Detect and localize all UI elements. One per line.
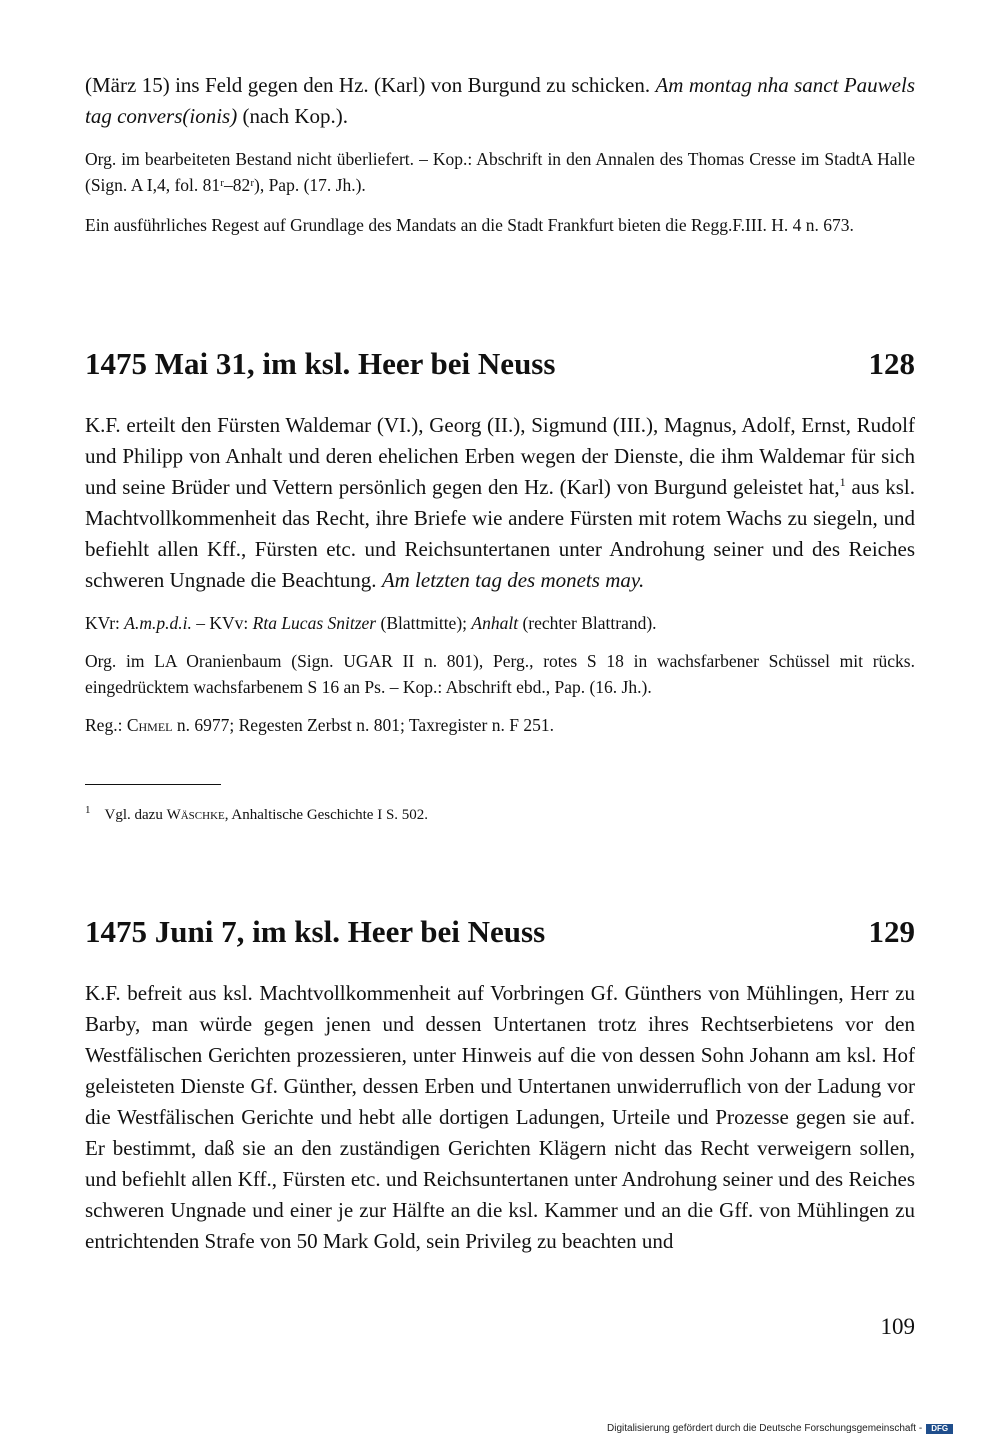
entry-128-dating-clause: Am letzten tag des monets may. [381, 568, 645, 592]
regest-reference-note: Ein ausführliches Regest auf Grundlage des Mandats an die Stadt Frankfurt bieten die Regg.F.III. H. 4 n. 673. [85, 215, 854, 235]
reg-label: Reg.: [85, 715, 127, 735]
entry-128-date-place: 1475 Mai 31, im ksl. Heer bei Neuss [85, 346, 556, 381]
footnote-separator [85, 784, 221, 785]
quoted-date-italic: Am montag nha sanct Pauwels tag convers(ionis) [85, 73, 916, 128]
credit-text: Digitalisierung gefördert durch die Deutsche Forschungsgemeinschaft - [607, 1423, 923, 1434]
entry-128-body-text: K.F. erteilt den Fürsten Waldemar (VI.), Georg (II.), Sigmund (III.), Magnus, Adolf, Ernst, Rudolf und Philipp von Anhalt und deren ehelichen Erben wegen der Dienste, die ihm Waldemar für sich und seine Brüder und Vettern persönlich gegen den Hz. (Karl) von Burgund geleistet hat, [85, 413, 915, 499]
page-number: 109 [880, 1314, 915, 1339]
footnote-author: Wäschke [166, 807, 225, 823]
paragraph-text-end: (nach Kop.). [237, 104, 349, 128]
entry-128-body-text-end: aus ksl. Machtvollkommenheit das Recht, ihre Briefe wie andere Fürsten mit rotem Wachs zu siegeln, und befiehlt allen Kff., Fürsten etc. und Reichsuntertanen unter Androhung seiner und des Reiches schweren Ungnade die Beachtung. [85, 475, 915, 592]
document-page [85, 0, 915, 1439]
original-source-note: Org. im bearbeiteten Bestand nicht überliefert. – Kop.: Abschrift in den Annalen des Thomas Cresse im StadtA Halle (Sign. A I,4, fol. 81ʳ–82ʳ), Pap. (17. Jh.). [85, 149, 915, 195]
kv-position: (Blattmitte); [376, 613, 472, 633]
entry-128-reg-note [85, 712, 915, 738]
footnote-reference-mark: 1 [839, 475, 846, 489]
kv-position: (rechter Blattrand). [518, 613, 657, 633]
entry-129-heading [85, 912, 915, 952]
paragraph-text: (März 15) ins Feld gegen den Hz. (Karl) von Burgund zu schicken. [85, 73, 656, 97]
footnote-text: Vgl. dazu [104, 807, 167, 823]
continued-text-block [85, 70, 915, 238]
entry-128-number: 128 [868, 346, 915, 381]
kv-separator: – KVv: [191, 613, 253, 633]
continued-paragraph [85, 70, 915, 132]
kv-value: Rta Lucas Snitzer [252, 613, 377, 633]
footnote-text-end: , Anhaltische Geschichte I S. 502. [224, 807, 429, 823]
entry-129-number: 129 [868, 914, 915, 949]
entry-129-body: K.F. befreit aus ksl. Machtvollkommenheit auf Vorbringen Gf. Günthers von Mühlingen, Herr zu Barby, man würde gegen jenen und dessen Untertanen trotz ihres Rechtserbietens vor den Westfälischen Gerichten prozessieren, unter Hinweis auf die von dessen Sohn Johann am ksl. Hof geleisteten Dienste Gf. Günther, dessen Erben und Untertanen unwiderruflich von der Ladung vor die Westfälischen Gerichte und hebt alle dortigen Ladungen, Urteile und Prozesse gegen sie auf. Er bestimmt, daß sie an den zuständigen Gerichten Klägern nicht das Recht verweigern sollen, und befiehlt allen Kff., Fürsten etc. und Reichsuntertanen unter Androhung seiner und des Reiches schweren Ungnade und einer je zur Hälfte an die ksl. Kammer und an die Gff. von Mühlingen zu entrichtenden Strafe von 50 Mark Gold, sein Privileg zu beachten und [85, 981, 915, 1253]
footnote-block [85, 804, 915, 826]
kv-value: Anhalt [471, 613, 519, 633]
entry-128-block [85, 410, 915, 738]
entry-129-date-place: 1475 Juni 7, im ksl. Heer bei Neuss [85, 914, 546, 949]
footnote-mark: 1 [85, 804, 91, 816]
entry-128-kv-note [85, 610, 915, 636]
reg-references: n. 6977; Regesten Zerbst n. 801; Taxregister n. F 251. [172, 715, 554, 735]
reg-author: Chmel [126, 715, 173, 735]
entry-128-body [85, 410, 915, 596]
kv-value: A.m.p.d.i. [124, 613, 192, 633]
kv-label: KVr: [85, 613, 125, 633]
entry-129-block [85, 978, 915, 1257]
entry-128-heading [85, 344, 915, 384]
footnote [85, 804, 915, 826]
entry-128-original-note: Org. im LA Oranienbaum (Sign. UGAR II n. 801), Perg., rotes S 18 in wachsfarbener Schüssel mit rücks. eingedrücktem wachsfarbenem S 16 an Ps. – Kop.: Abschrift ebd., Pap. (16. Jh.). [85, 651, 915, 697]
dfg-logo: DFG [926, 1424, 953, 1434]
digitization-credit [607, 1423, 953, 1435]
